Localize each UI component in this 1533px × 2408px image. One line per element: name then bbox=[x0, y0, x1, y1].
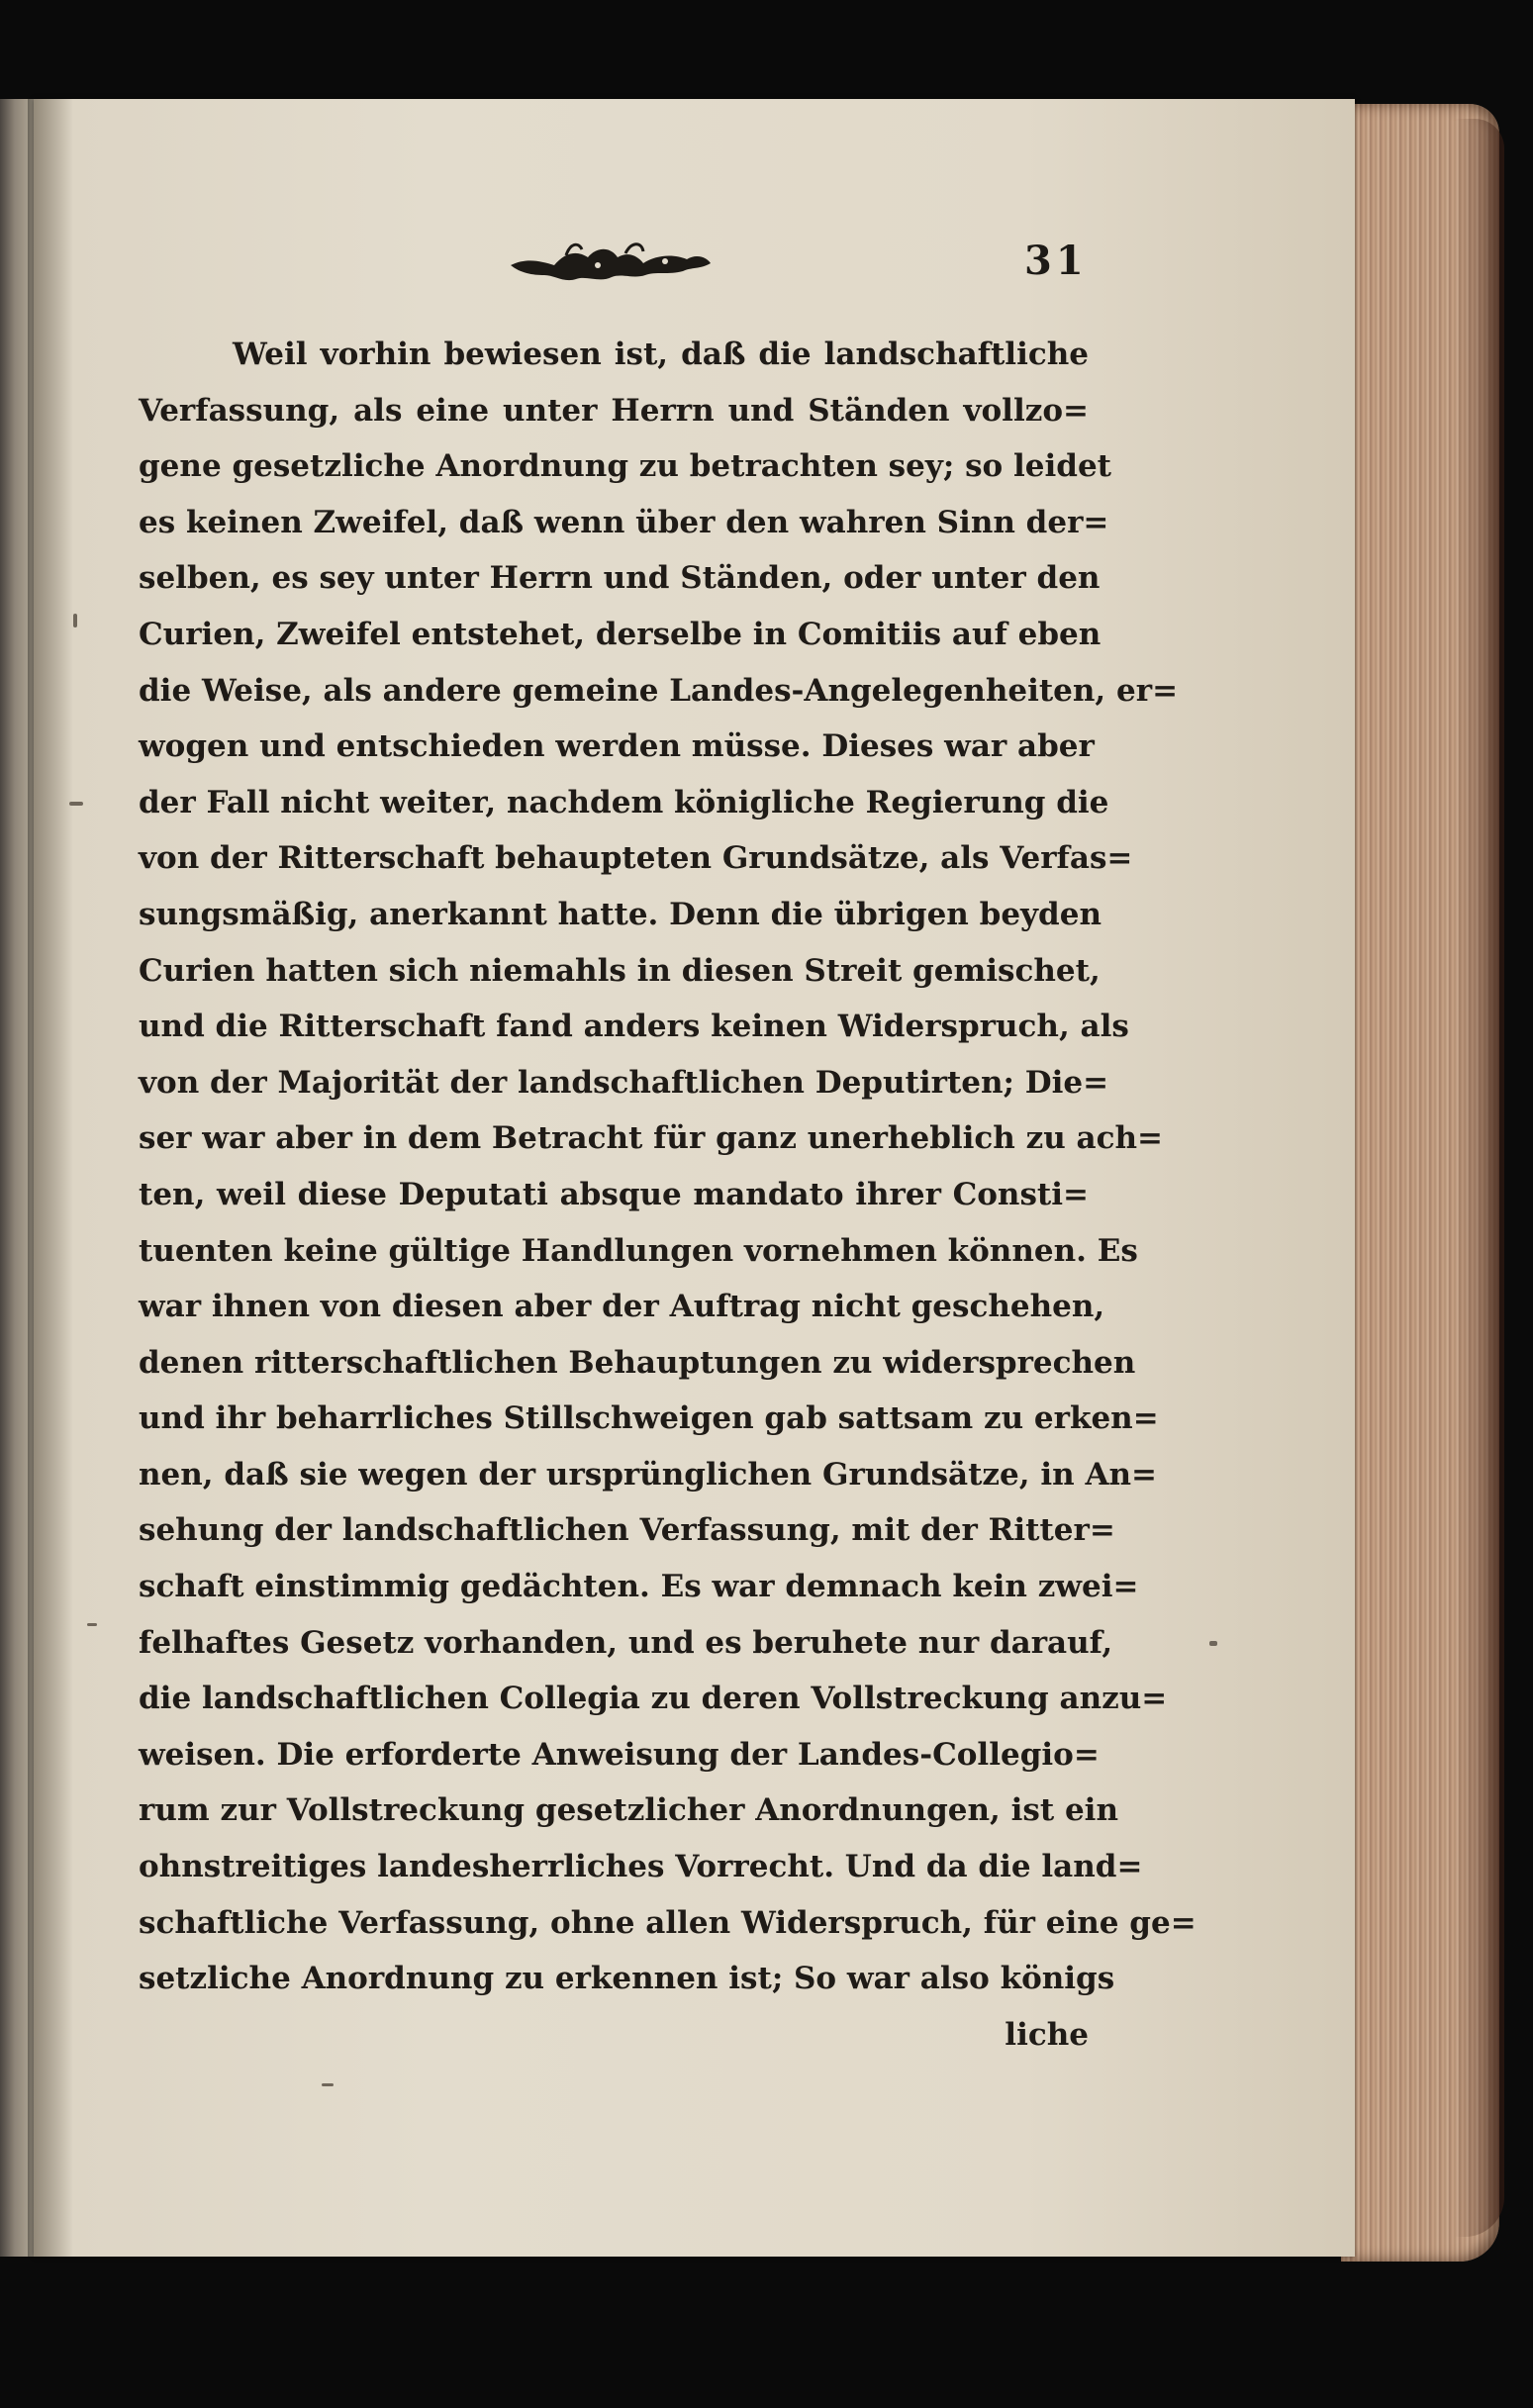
text-line: von der Majorität der landschaftlichen Deputirten; Die= bbox=[139, 1064, 1109, 1101]
text-line: ten, weil diese Deputati absque mandato ihrer Consti= bbox=[139, 1176, 1089, 1212]
text-line: schaft einstimmig gedächten. Es war demnach kein zwei= bbox=[139, 1569, 1139, 1605]
text-line: schaftliche Verfassung, ohne allen Widerspruch, für eine ge= bbox=[139, 1904, 1197, 1941]
text-line: von der Ritterschaft behaupteten Grundsätze, als Verfas= bbox=[139, 840, 1133, 877]
text-line: nen, daß sie wegen der ursprünglichen Grundsätze, in An= bbox=[139, 1456, 1158, 1493]
text-line: felhaftes Gesetz vorhanden, und es beruhete nur darauf, bbox=[139, 1624, 1113, 1661]
text-line: Weil vorhin bewiesen ist, daß die landschaftliche bbox=[233, 337, 1089, 372]
text-line: es keinen Zweifel, daß wenn über den wahren Sinn der= bbox=[139, 504, 1109, 540]
text-line: setzliche Anordnung zu erkennen ist; So war also königs bbox=[139, 1961, 1115, 1997]
text-line: tuenten keine gültige Handlungen vornehmen können. Es bbox=[139, 1232, 1138, 1269]
text-line: rum zur Vollstreckung gesetzlicher Anordnungen, ist ein bbox=[139, 1792, 1119, 1829]
text-line: sehung der landschaftlichen Verfassung, mit der Ritter= bbox=[139, 1512, 1115, 1549]
text-line: sungsmäßig, anerkannt hatte. Denn die übrigen beyden bbox=[139, 896, 1102, 932]
text-line: wogen und entschieden werden müsse. Dieses war aber bbox=[139, 728, 1095, 765]
text-line: denen ritterschaftlichen Behauptungen zu widersprechen bbox=[139, 1344, 1136, 1381]
page-number: 31 bbox=[1024, 238, 1088, 284]
text-line: die landschaftlichen Collegia zu deren Vollstreckung anzu= bbox=[139, 1681, 1168, 1717]
ornament-flourish-icon bbox=[507, 236, 715, 287]
text-line: Verfassung, als eine unter Herrn und Ständen vollzo= bbox=[139, 392, 1089, 429]
text-line: gene gesetzliche Anordnung zu betrachten sey; so leidet bbox=[139, 448, 1111, 485]
text-line: war ihnen von diesen aber der Auftrag nicht geschehen, bbox=[139, 1289, 1105, 1325]
page-blemish bbox=[322, 2083, 334, 2086]
text-line: und ihr beharrliches Stillschweigen gab sattsam zu erken= bbox=[139, 1400, 1159, 1437]
gutter-shadow bbox=[34, 99, 73, 2257]
catchword: liche bbox=[1005, 2016, 1089, 2053]
text-line: ser war aber in dem Betracht für ganz unerheblich zu ach= bbox=[139, 1120, 1164, 1157]
text-line: die Weise, als andere gemeine Landes-Angelegenheiten, er= bbox=[139, 672, 1179, 709]
page-text-body bbox=[139, 327, 1197, 2063]
page-block-shadow bbox=[1455, 119, 1504, 2237]
text-line: und die Ritterschaft fand anders keinen Widerspruch, als bbox=[139, 1009, 1129, 1045]
text-line: weisen. Die erforderte Anweisung der Landes-Collegio= bbox=[139, 1736, 1100, 1773]
page-blemish bbox=[73, 614, 77, 627]
page-blemish bbox=[1209, 1641, 1217, 1646]
page-blemish bbox=[69, 802, 83, 806]
text-line: ohnstreitiges landesherrliches Vorrecht. Und da die land= bbox=[139, 1849, 1143, 1885]
text-line: Curien, Zweifel entstehet, derselbe in Comitiis auf eben bbox=[139, 616, 1102, 652]
text-line: selben, es sey unter Herrn und Ständen, oder unter den bbox=[139, 560, 1101, 597]
text-line: der Fall nicht weiter, nachdem königliche Regierung die bbox=[139, 784, 1109, 820]
text-line: Curien hatten sich niemahls in diesen Streit gemischet, bbox=[139, 952, 1101, 989]
page-blemish bbox=[87, 1623, 97, 1626]
